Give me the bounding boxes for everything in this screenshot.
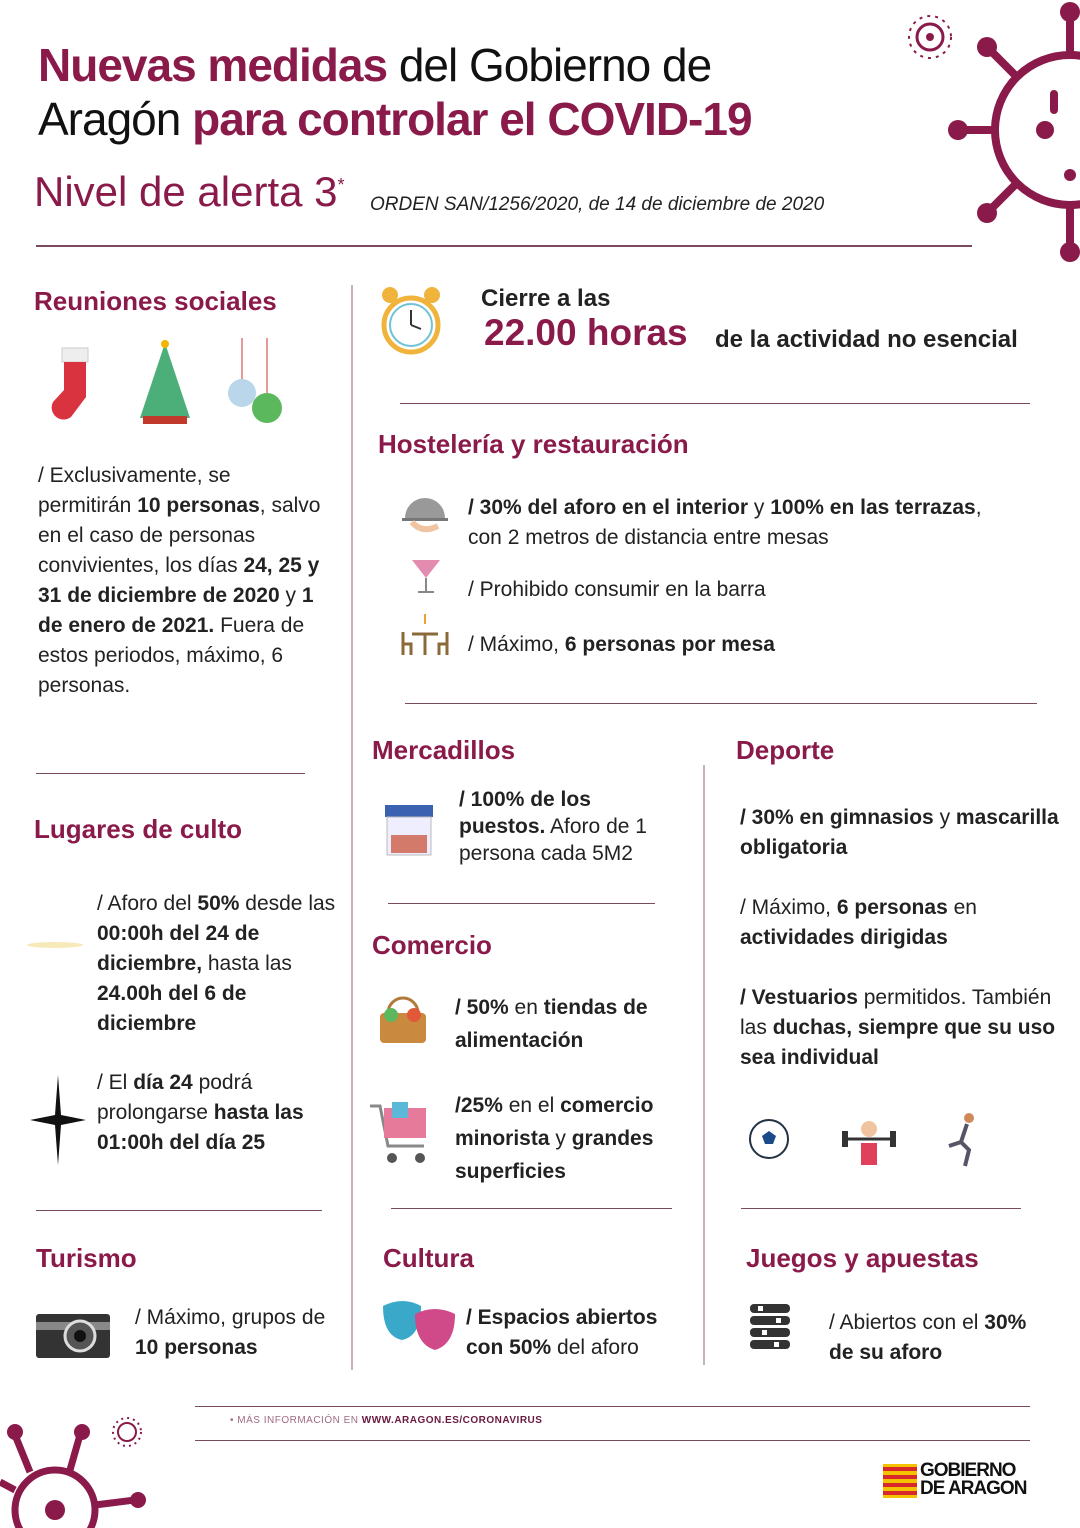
runner-icon xyxy=(943,1112,983,1168)
star-sparkle-icon xyxy=(30,1075,86,1165)
bold-text: / 30% en gimnasios xyxy=(740,806,934,829)
christmas-stocking-icon xyxy=(40,340,100,425)
divider xyxy=(36,773,305,774)
section-heading: Juegos y apuestas xyxy=(746,1243,979,1273)
text: / Aforo del xyxy=(97,892,198,915)
shopping-cart-icon xyxy=(368,1100,432,1166)
logo-line-1: GOBIERNO xyxy=(920,1460,1016,1481)
small-virus-icon xyxy=(905,12,955,62)
section-heading: Deporte xyxy=(736,735,835,765)
order-reference: ORDEN SAN/1256/2020, de 14 de diciembre de 2020 xyxy=(370,194,825,215)
column-divider xyxy=(351,285,353,1370)
table-chairs-icon xyxy=(400,612,450,657)
cocktail-icon xyxy=(410,550,442,595)
text: Fuera de estos periodos, máximo, 6 personas. xyxy=(38,614,305,697)
grocery-basket-icon xyxy=(376,993,430,1047)
poker-chips-icon xyxy=(748,1300,792,1358)
alert-level-text: Nivel de alerta 3 xyxy=(34,168,338,215)
text: , con 2 metros de distancia entre mesas xyxy=(468,496,982,549)
deporte-item xyxy=(740,983,1060,1073)
comercio-item xyxy=(455,1089,695,1188)
bold-text: 6 personas por mesa xyxy=(564,633,775,656)
text: permitidos. También las xyxy=(740,986,1052,1039)
divider xyxy=(741,1208,1021,1209)
virus-decoration-icon xyxy=(940,0,1080,270)
bold-text: duchas, siempre que su uso sea individual xyxy=(740,1016,1056,1069)
bold-text: / Vestuarios xyxy=(740,986,858,1009)
text: podrá prolongarse xyxy=(97,1071,253,1124)
text: / Máximo, grupos de xyxy=(135,1306,326,1329)
bold-text: 30% de su aforo xyxy=(829,1311,1027,1364)
logo-line-2: DE ARAGON xyxy=(920,1478,1027,1499)
divider xyxy=(391,1208,672,1209)
divider xyxy=(195,1406,1030,1407)
cultura-text xyxy=(466,1303,691,1363)
small-virus-icon xyxy=(110,1415,144,1449)
hosteleria-item xyxy=(468,630,1028,660)
section-heading: Mercadillos xyxy=(372,735,516,765)
christmas-tree-icon xyxy=(135,338,195,428)
culto-text-1 xyxy=(97,889,347,1039)
page-title xyxy=(38,38,752,146)
bold-text: 100% en las terrazas xyxy=(770,496,976,519)
bold-text: 24.00h del 6 de diciembre xyxy=(97,982,247,1035)
section-heading: Hostelería y restauración xyxy=(378,429,689,459)
soccer-ball-icon xyxy=(747,1117,791,1161)
turismo-text xyxy=(135,1303,335,1363)
divider xyxy=(405,703,1037,704)
bold-text: para controlar el COVID-19 xyxy=(192,93,752,145)
juegos-text xyxy=(829,1308,1049,1368)
bold-text: Nuevas medidas xyxy=(38,39,388,91)
section-heading: Reuniones sociales xyxy=(34,286,277,316)
section-heading: Turismo xyxy=(36,1243,137,1273)
bold-text: tiendas de alimentación xyxy=(455,996,648,1052)
divider xyxy=(36,245,972,247)
section-heading: Comercio xyxy=(372,930,492,960)
bold-text: 6 personas xyxy=(836,896,948,919)
alarm-clock-icon xyxy=(378,283,444,359)
weightlifting-icon xyxy=(840,1115,898,1167)
text: desde las xyxy=(239,892,336,915)
text: / Máximo, xyxy=(468,633,565,656)
text: en el xyxy=(502,1094,561,1117)
text: en xyxy=(947,896,977,919)
text: y xyxy=(933,806,956,829)
divider xyxy=(388,903,655,904)
text: y xyxy=(549,1127,572,1150)
cierre-label: Cierre a las xyxy=(481,285,611,312)
mercadillos-text xyxy=(459,786,679,867)
text: y xyxy=(279,584,302,607)
bold-text: 24, 25 y 31 de diciembre de 2020 xyxy=(38,554,320,607)
bold-text: 00:00h del 24 de diciembre, xyxy=(97,922,260,975)
hosteleria-item xyxy=(468,493,1038,553)
text: hasta las xyxy=(202,952,292,975)
text: Aragón xyxy=(38,93,181,145)
camera-icon xyxy=(36,1308,110,1358)
text: y xyxy=(748,496,771,519)
bold-text: 10 personas xyxy=(137,494,260,517)
text: , salvo en el caso de personas convivientes, los días xyxy=(38,494,321,577)
divider xyxy=(195,1440,1030,1441)
section-heading: Cultura xyxy=(383,1243,474,1273)
text: Aforo de 1 persona cada 5M2 xyxy=(459,815,647,865)
bold-text: actividades dirigidas xyxy=(740,926,948,949)
column-divider xyxy=(703,765,705,1365)
text: / Abiertos con el xyxy=(829,1311,985,1334)
reuniones-text xyxy=(38,461,328,701)
market-stall-icon xyxy=(383,803,435,857)
text: / Máximo, xyxy=(740,896,837,919)
bold-text: / Espacios abiertos con 50% xyxy=(466,1306,658,1359)
culto-text-2 xyxy=(97,1068,347,1158)
ornaments-icon xyxy=(222,338,287,428)
sparkle-glow-icon xyxy=(25,925,85,965)
gobierno-aragon-logo xyxy=(883,1462,1026,1498)
bold-text: / 30% del aforo en el interior xyxy=(468,496,749,519)
section-heading: Lugares de culto xyxy=(34,814,243,844)
text: del Gobierno de xyxy=(387,39,712,91)
more-info-link[interactable]: WWW.ARAGON.ES/CORONAVIRUS xyxy=(361,1415,543,1426)
asterisk: * xyxy=(337,175,345,195)
bold-text: mascarilla obligatoria xyxy=(740,806,1059,859)
deporte-item xyxy=(740,893,1060,953)
comercio-item xyxy=(455,991,690,1057)
hosteleria-item xyxy=(468,575,1028,605)
text: / Exclusivamente, se permitirán xyxy=(38,464,231,517)
alert-level xyxy=(34,168,345,216)
more-info xyxy=(230,1415,542,1426)
text: en xyxy=(508,996,544,1019)
deporte-item xyxy=(740,803,1060,863)
text: / Prohibido consumir en la barra xyxy=(468,578,766,601)
divider xyxy=(36,1210,322,1211)
bold-text: /25% xyxy=(455,1094,503,1117)
text: del aforo xyxy=(551,1336,639,1359)
bold-text: hasta las 01:00h del día 25 xyxy=(97,1101,304,1154)
bold-text: grandes superficies xyxy=(455,1127,654,1183)
text: / El xyxy=(97,1071,134,1094)
bold-text: comercio minorista xyxy=(455,1094,654,1150)
bold-text: / 50% xyxy=(455,996,509,1019)
bold-text: 50% xyxy=(197,892,240,915)
more-info-label: • MÁS INFORMACIÓN EN xyxy=(230,1415,362,1426)
serving-cloche-icon xyxy=(402,490,448,535)
divider xyxy=(400,403,1030,404)
bold-text: día 24 xyxy=(133,1071,193,1094)
bold-text: 10 personas xyxy=(135,1336,258,1359)
theater-masks-icon xyxy=(381,1298,457,1356)
bold-text: 1 de enero de 2021. xyxy=(38,584,314,637)
cierre-detail: de la actividad no esencial xyxy=(715,326,1018,353)
aragon-flag-icon xyxy=(883,1464,917,1498)
cierre-time: 22.00 horas xyxy=(484,312,688,353)
bold-text: / 100% de los puestos. xyxy=(459,788,591,838)
